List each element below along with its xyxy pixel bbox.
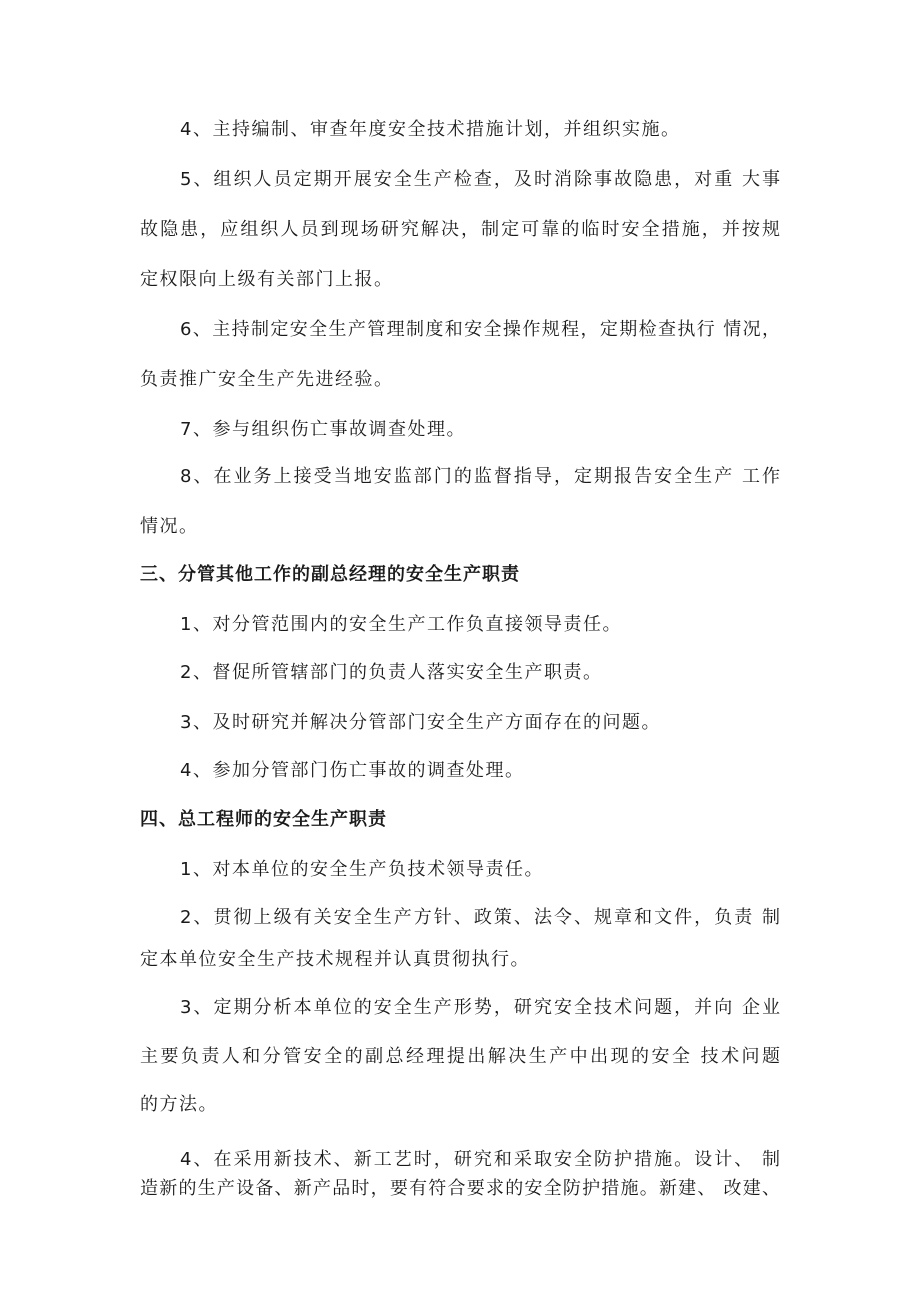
paragraph-line: 2、督促所管辖部门的负责人落实安全生产职责。 [180,662,603,683]
paragraph-line: 1、对本单位的安全生产负技术领导责任。 [180,859,544,880]
paragraph-line: 定本单位安全生产技术规程并认真贯彻执行。 [140,949,530,970]
section-heading: 四、总工程师的安全生产职责 [140,809,387,830]
paragraph-line: 主要负责人和分管安全的副总经理提出解决生产中出现的安全 技术问题 [140,1046,780,1067]
paragraph-line: 5、组织人员定期开展安全生产检查，及时消除事故隐患，对重 大事 [180,169,780,190]
paragraph-line: 7、参与组织伤亡事故调查处理。 [180,419,466,440]
paragraph-line: 2、贯彻上级有关安全生产方针、政策、法令、规章和文件，负责 制 [180,907,780,928]
paragraph-line: 8、在业务上接受当地安监部门的监督指导，定期报告安全生产 工作 [180,466,780,487]
paragraph-line: 1、对分管范围内的安全生产工作负直接领导责任。 [180,614,622,635]
paragraph-line: 的方法。 [140,1094,218,1115]
paragraph-line: 4、参加分管部门伤亡事故的调查处理。 [180,760,525,781]
paragraph-line: 造新的生产设备、新产品时，要有符合要求的安全防护措施。新建、 改建、 [140,1178,780,1199]
paragraph-line: 3、定期分析本单位的安全生产形势，研究安全技术问题，并向 企业 [180,997,780,1018]
paragraph-line: 定权限向上级有关部门上报。 [140,269,394,290]
paragraph-line: 3、及时研究并解决分管部门安全生产方面存在的问题。 [180,712,661,733]
paragraph-line: 故隐患，应组织人员到现场研究解决，制定可靠的临时安全措施，并按规 [140,219,780,240]
paragraph-line: 4、主持编制、审查年度安全技术措施计划，并组织实施。 [180,119,681,140]
paragraph-line: 4、在采用新技术、新工艺时，研究和采取安全防护措施。设计、 制 [180,1149,780,1170]
paragraph-line: 情况。 [140,516,199,537]
paragraph-line: 6、主持制定安全生产管理制度和安全操作规程，定期检查执行 情况， [180,319,780,340]
section-heading: 三、分管其他工作的副总经理的安全生产职责 [140,564,520,585]
paragraph-line: 负责推广安全生产先进经验。 [140,369,394,390]
